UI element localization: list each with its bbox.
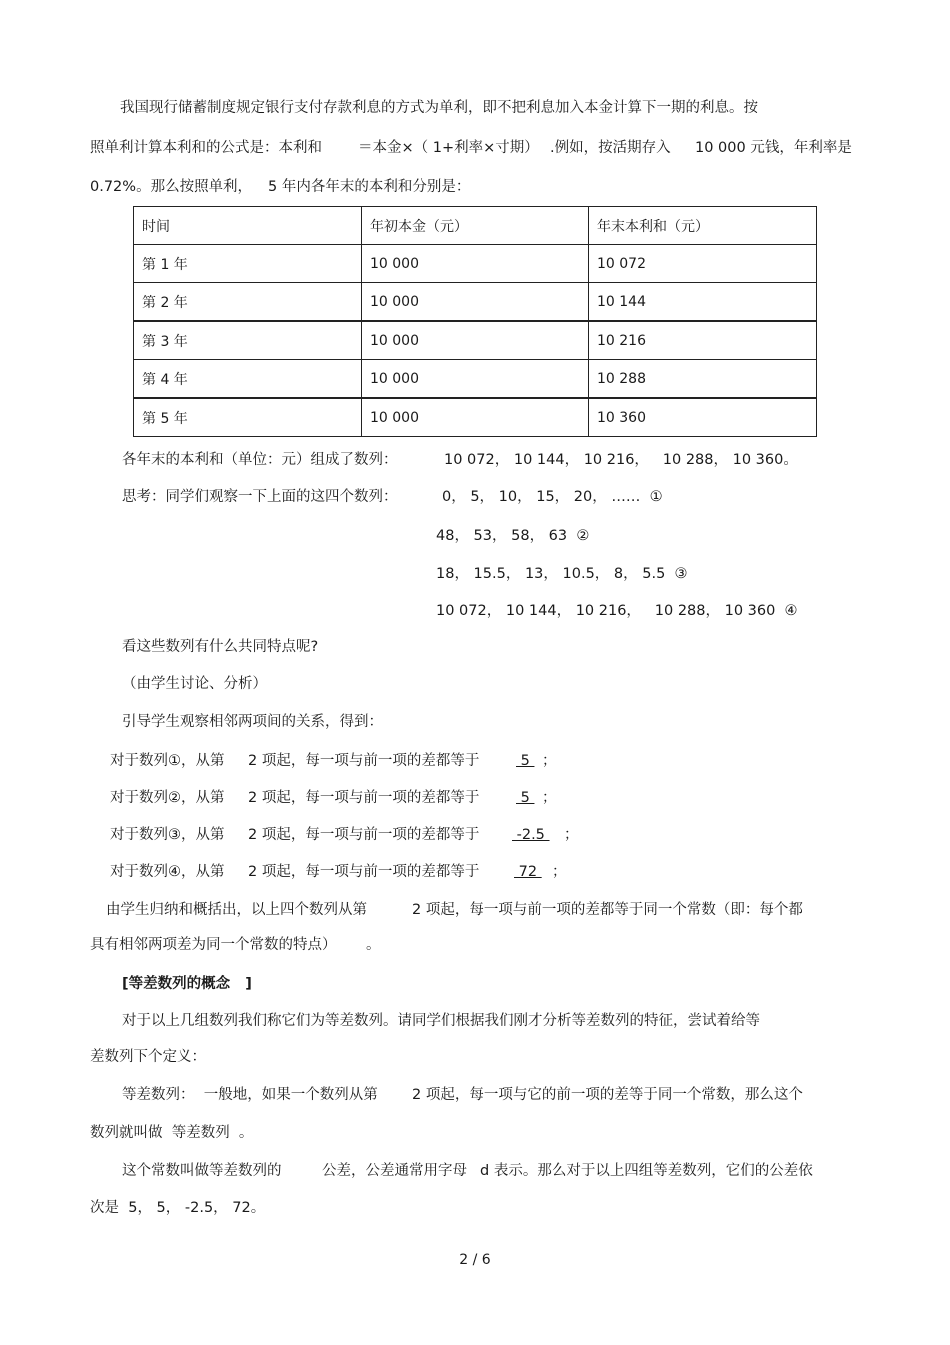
concept-heading: [等差数列的概念 ] [122,976,252,992]
diff-mid: 2 项起，每一项与前一项的差都等于 [248,790,480,806]
common-difference-line-1 [122,1161,922,1181]
intro-formula: ＝本金×（ 1+利率×寸期） [358,140,539,156]
intro-deposit: 10 000 元钱，年利率是 [695,140,852,156]
summary-text: 。 [366,937,381,953]
sequence-3: 18， 15.5， 13， 10.5， 8， 5.5 ③ [436,566,688,582]
guide-text: 引导学生观察相邻两项间的关系，得到： [122,714,383,730]
table-row [134,283,817,322]
sum-sequence-values: 10 072， 10 144， 10 216， 10 288， 10 360。 [444,452,798,468]
table-cell: 10 360 [589,398,817,437]
diff-line [110,825,610,845]
diff-prefix: 对于数列③，从第 [110,827,225,843]
diff-end: ； [564,827,579,843]
think-label: 思考：同学们观察一下上面的这四个数列： [122,489,398,505]
intro-line-1: 我国现行储蓄制度规定银行支付存款利息的方式为单利，即不把利息加入本金计算下一期的利息。按 [120,100,758,116]
common-difference-text: 公差，公差通常用字母 [322,1163,467,1179]
table-cell: 第 4 年 [134,360,362,399]
question-text: 看这些数列有什么共同特点呢? [122,639,319,655]
table-cell: 第 1 年 [134,245,362,283]
table-header-cell: 年初本金（元） [362,207,589,245]
diff-line [110,751,610,771]
table-cell: 10 000 [362,321,589,360]
table-cell: 第 2 年 [134,283,362,322]
diff-mid: 2 项起，每一项与前一项的差都等于 [248,827,480,843]
intro-line-2 [90,138,950,158]
concept-paragraph-line-2: 差数列下个定义： [90,1049,206,1065]
common-difference-line-2: 次是 5， 5， -2.5， 72。 [90,1200,266,1216]
diff-value: 5 [516,753,535,769]
diff-line [110,788,610,808]
table-cell: 10 000 [362,360,589,399]
table-row [134,360,817,399]
diff-end: ； [542,753,557,769]
diff-value: 5 [516,790,535,806]
table-cell: 10 144 [589,283,817,322]
diff-line [110,862,610,882]
table-cell: 第 5 年 [134,398,362,437]
table-header-cell: 年末本利和（元） [589,207,817,245]
table-cell: 10 072 [589,245,817,283]
diff-mid: 2 项起，每一项与前一项的差都等于 [248,864,480,880]
definition-text: 2 项起，每一项与它的前一项的差等于同一个常数，那么这个 [412,1087,803,1103]
common-difference-text: 这个常数叫做等差数列的 [122,1163,282,1179]
common-difference-text: d 表示。那么对于以上四组等差数列，它们的公差依 [480,1163,813,1179]
diff-mid: 2 项起，每一项与前一项的差都等于 [248,753,480,769]
page-number: 2 / 6 [459,1252,491,1268]
summary-text: 具有相邻两项差为同一个常数的特点） [90,937,337,953]
intro-example: .例如，按活期存入 [550,140,671,156]
sequence-4: 10 072， 10 144， 10 216， 10 288， 10 360 ④ [436,603,798,619]
diff-prefix: 对于数列②，从第 [110,790,225,806]
intro-five-years: 5 年内各年末的本利和分别是： [268,179,471,195]
definition-line-2: 数列就叫做 等差数列 。 [90,1125,254,1141]
table-cell: 10 000 [362,245,589,283]
table-row [134,321,817,360]
table-row [134,398,817,437]
sequence-2: 48， 53， 58， 63 ② [436,528,590,544]
definition-line-1 [122,1085,922,1105]
diff-value: -2.5 [512,827,550,843]
intro-rate: 0.72%。那么按照单利， [90,179,253,195]
diff-end: ； [542,790,557,806]
summary-text: 2 项起，每一项与前一项的差都等于同一个常数（即：每个都 [412,902,803,918]
table-cell: 10 000 [362,398,589,437]
diff-value: 72 [514,864,542,880]
diff-prefix: 对于数列④，从第 [110,864,225,880]
discussion-note: （由学生讨论、分析） [122,676,267,692]
table-cell: 10 000 [362,283,589,322]
sum-sequence-label: 各年末的本利和（单位：元）组成了数列： [122,452,398,468]
summary-line-2 [90,935,490,955]
table-header-row [134,207,817,245]
intro-line-3 [90,177,790,197]
summary-text: 由学生归纳和概括出，以上四个数列从第 [106,902,367,918]
table-cell: 第 3 年 [134,321,362,360]
intro-formula-label: 照单利计算本利和的公式是：本利和 [90,140,322,156]
sequence-1: 0， 5， 10， 15， 20， …… ① [442,489,663,505]
summary-line-1 [106,900,926,920]
table-cell: 10 288 [589,360,817,399]
diff-end: ； [552,864,567,880]
table-header-cell: 时间 [134,207,362,245]
diff-prefix: 对于数列①，从第 [110,753,225,769]
interest-table [133,206,817,437]
table-cell: 10 216 [589,321,817,360]
definition-text: 等差数列： 一般地，如果一个数列从第 [122,1087,378,1103]
concept-paragraph-line-1: 对于以上几组数列我们称它们为等差数列。请同学们根据我们刚才分析等差数列的特征，尝试着给等 [122,1013,760,1029]
table-row [134,245,817,283]
